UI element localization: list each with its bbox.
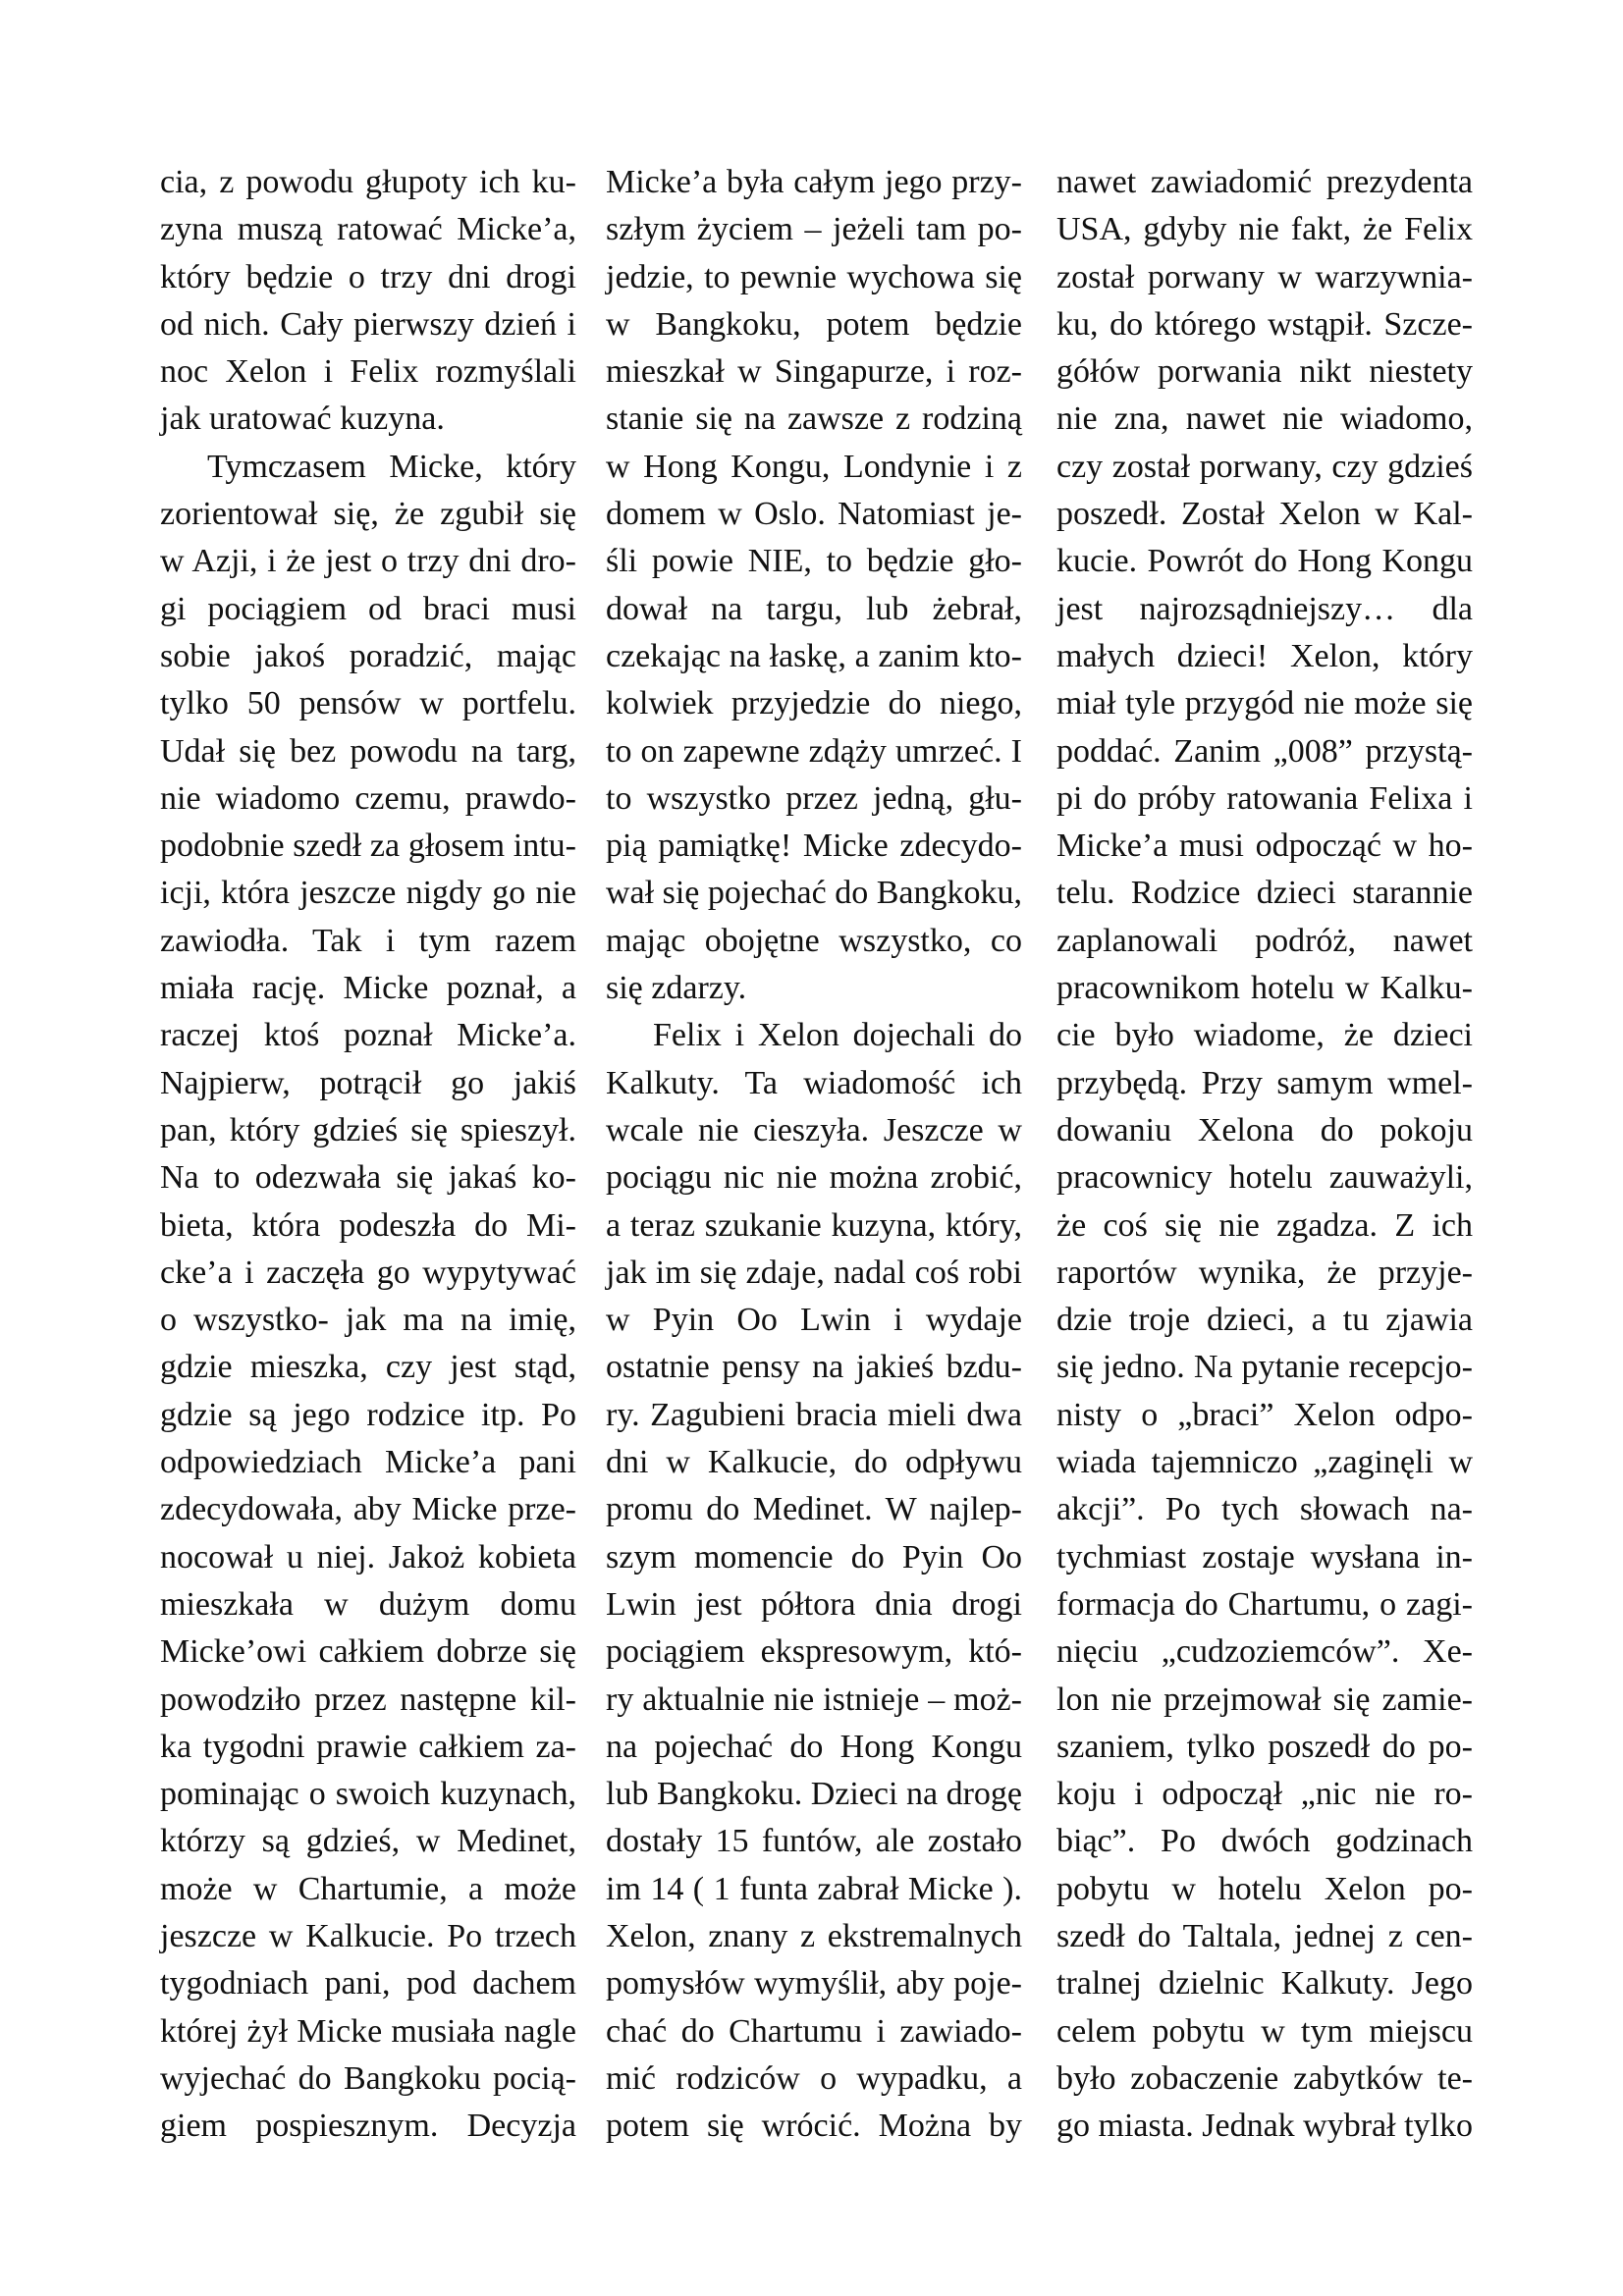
text-line: w Bangkoku, potem będzie [606,305,1022,343]
text-line: domem w Oslo. Natomiast je- [606,496,1022,533]
text-line: czekając na łaskę, a zanim kto- [606,637,1022,674]
text-line: Kalkuty. Ta wiadomość ich [606,1064,1022,1101]
text-line: jest najrozsądniejszy… dla [1056,590,1473,627]
text-line: im 14 ( 1 funta zabrał Micke ). [606,1870,1022,1907]
text-line: podobnie szedł za głosem intu- [160,828,576,865]
text-line: zyna muszą ratować Micke’a, [160,211,576,248]
text-line: lub Bangkoku. Dzieci na drogę [606,1776,1022,1813]
text-line: Micke’a musi odpocząć w ho- [1056,828,1473,865]
text-line: wiada tajemniczo „zaginęli w [1056,1444,1473,1481]
text-line: a teraz szukanie kuzyna, który, [606,1206,1022,1244]
text-line: zdecydowała, aby Micke prze- [160,1491,576,1528]
text-line: że coś się nie zgadza. Z ich [1056,1206,1473,1244]
text-line: jak im się zdaje, nadal coś robi [606,1254,1022,1291]
text-line: miał tyle przygód nie może się [1056,685,1473,722]
text-line: której żył Micke musiała nagle [160,2012,576,2050]
text-line: szedł do Taltala, jednej z cen- [1056,1917,1473,1954]
text-line: USA, gdyby nie fakt, że Felix [1056,211,1473,248]
text-line: sobie jakoś poradzić, mając [160,637,576,674]
text-line: powodziło przez następne kil- [160,1681,576,1718]
text-line: gółów porwania nikt niestety [1056,353,1473,391]
text-line: pią pamiątkę! Micke zdecydo- [606,828,1022,865]
text-line: dni w Kalkucie, do odpływu [606,1444,1022,1481]
text-line: mieszkał w Singapurze, i roz- [606,353,1022,391]
text-line: pobytu w hotelu Xelon po- [1056,1870,1473,1907]
text-line: akcji”. Po tych słowach na- [1056,1491,1473,1528]
text-line: zawiodła. Tak i tym razem [160,922,576,959]
text-line: na pojechać do Hong Kongu [606,1728,1022,1765]
text-line: nięciu „cudzoziemców”. Xe- [1056,1633,1473,1671]
text-line: kolwiek przyjedzie do niego, [606,685,1022,722]
text-line: odpowiedziach Micke’a pani [160,1444,576,1481]
text-line: nocował u niej. Jakoż kobieta [160,1538,576,1575]
text-column-3 [1056,159,1473,2150]
text-line: który będzie o trzy dni drogi [160,258,576,295]
text-line: raportów wynika, że przyje- [1056,1254,1473,1291]
text-line: pracownikom hotelu w Kalku- [1056,970,1473,1007]
text-line: w Pyin Oo Lwin i wydaje [606,1302,1022,1339]
text-line: Felix i Xelon dojechali do [653,1017,1022,1054]
text-line: gi pociągiem od braci musi [160,590,576,627]
text-line: cia, z powodu głupoty ich ku- [160,164,576,200]
text-line: to wszystko przez jedną, głu- [606,779,1022,817]
text-line: jak uratować kuzyna. [160,400,445,438]
text-line: stanie się na zawsze z rodziną [606,400,1022,438]
text-line: nisty o „braci” Xelon odpo- [1056,1396,1473,1433]
text-line: może w Chartumie, a może [160,1870,576,1907]
text-line: poszedł. Został Xelon w Kal- [1056,496,1473,533]
text-line: tylko 50 pensów w portfelu. [160,685,576,722]
text-line: poddać. Zanim „008” przystą- [1056,732,1473,770]
text-line: się zdarzy. [606,970,747,1007]
text-line: tralnej dzielnic Kalkuty. Jego [1056,1965,1473,2002]
text-line: czy został porwany, czy gdzieś [1056,448,1473,485]
text-line: Micke’a była całym jego przy- [606,164,1022,200]
text-line: zorientował się, że zgubił się [160,496,576,533]
text-line: ry. Zagubieni bracia mieli dwa [606,1396,1022,1433]
text-line: dowaniu Xelona do pokoju [1056,1111,1473,1148]
text-line: pan, który gdzieś się spieszył. [160,1111,576,1148]
text-line: jeszcze w Kalkucie. Po trzech [160,1917,576,1954]
text-line: mieszkała w dużym domu [160,1585,576,1623]
text-line: koju i odpoczął „nic nie ro- [1056,1776,1473,1813]
text-line: małych dzieci! Xelon, który [1056,637,1473,674]
text-line: Micke’owi całkiem dobrze się [160,1633,576,1671]
text-line: szym momencie do Pyin Oo [606,1538,1022,1575]
text-line: giem pospiesznym. Decyzja [160,2108,576,2145]
text-line: celem pobytu w tym miejscu [1056,2012,1473,2050]
text-line: ry aktualnie nie istnieje – moż- [606,1681,1022,1718]
text-line: szaniem, tylko poszedł do po- [1056,1728,1473,1765]
text-line: nawet zawiadomić prezydenta [1056,164,1473,200]
text-line: raczej ktoś poznał Micke’a. [160,1017,576,1054]
text-line: przybędą. Przy samym wmel- [1056,1064,1473,1101]
text-line: chać do Chartumu i zawiado- [606,2012,1022,2050]
text-line: mić rodziców o wypadku, a [606,2059,1022,2097]
text-line: pominając o swoich kuzynach, [160,1776,576,1813]
text-line: gdzie mieszka, czy jest stąd, [160,1349,576,1386]
text-line: ostatnie pensy na jakieś bzdu- [606,1349,1022,1386]
text-line: ka tygodni prawie całkiem za- [160,1728,576,1765]
text-line: Tymczasem Micke, który [207,448,576,485]
text-line: się jedno. Na pytanie recepcjo- [1056,1349,1473,1386]
text-line: Lwin jest półtora dnia drogi [606,1585,1022,1623]
text-line: mając obojętne wszystko, co [606,922,1022,959]
text-line: tygodniach pani, pod dachem [160,1965,576,2002]
text-line: w Azji, i że jest o trzy dni dro- [160,543,576,580]
text-line: jedzie, to pewnie wychowa się [606,258,1022,295]
text-line: kucie. Powrót do Hong Kongu [1056,543,1473,580]
text-line: icji, która jeszcze nigdy go nie [160,875,576,912]
text-line: cke’a i zaczęła go wypytywać [160,1254,576,1291]
text-line: lon nie przejmował się zamie- [1056,1681,1473,1718]
text-line: promu do Medinet. W najlep- [606,1491,1022,1528]
text-line: pomysłów wymyślił, aby poje- [606,1965,1022,2002]
text-line: szłym życiem – jeżeli tam po- [606,211,1022,248]
text-line: ku, do którego wstąpił. Szcze- [1056,305,1473,343]
text-line: nie zna, nawet nie wiadomo, [1056,400,1473,438]
text-line: dostały 15 funtów, ale zostało [606,1823,1022,1860]
text-line: miała rację. Micke poznał, a [160,970,576,1007]
text-line: Xelon, znany z ekstremalnych [606,1917,1022,1954]
text-line: wcale nie cieszyła. Jeszcze w [606,1111,1022,1148]
text-line: tychmiast zostaje wysłana in- [1056,1538,1473,1575]
text-line: Najpierw, potrącił go jakiś [160,1064,576,1101]
text-line: którzy są gdzieś, w Medinet, [160,1823,576,1860]
text-line: telu. Rodzice dzieci starannie [1056,875,1473,912]
text-line: o wszystko- jak ma na imię, [160,1302,576,1339]
text-line: potem się wrócić. Można by [606,2108,1022,2145]
text-line: pociągu nic nie można zrobić, [606,1159,1022,1197]
text-line: cie było wiadome, że dzieci [1056,1017,1473,1054]
text-line: w Hong Kongu, Londynie i z [606,448,1022,485]
text-line: pociągiem ekspresowym, któ- [606,1633,1022,1671]
text-line: pracownicy hotelu zauważyli, [1056,1159,1473,1197]
text-line: Na to odezwała się jakaś ko- [160,1159,576,1197]
text-line: nie wiadomo czemu, prawdo- [160,779,576,817]
text-line: noc Xelon i Felix rozmyślali [160,353,576,391]
text-line: bieta, która podeszła do Mi- [160,1206,576,1244]
text-line: wał się pojechać do Bangkoku, [606,875,1022,912]
text-line: pi do próby ratowania Felixa i [1056,779,1473,817]
text-line: śli powie NIE, to będzie gło- [606,543,1022,580]
text-column-1 [160,159,576,2150]
text-line: Udał się bez powodu na targ, [160,732,576,770]
text-line: został porwany w warzywnia- [1056,258,1473,295]
text-line: od nich. Cały pierwszy dzień i [160,305,576,343]
text-line: formacja do Chartumu, o zagi- [1056,1585,1473,1623]
text-line: gdzie są jego rodzice itp. Po [160,1396,576,1433]
text-line: dzie troje dzieci, a tu zjawia [1056,1302,1473,1339]
text-line: dował na targu, lub żebrał, [606,590,1022,627]
text-line: zaplanowali podróż, nawet [1056,922,1473,959]
text-line: wyjechać do Bangkoku pocią- [160,2059,576,2097]
text-line: to on zapewne zdąży umrzeć. I [606,732,1022,770]
text-line: biąc”. Po dwóch godzinach [1056,1823,1473,1860]
text-line: było zobaczenie zabytków te- [1056,2059,1473,2097]
text-line: go miasta. Jednak wybrał tylko [1056,2108,1473,2145]
text-column-2 [606,159,1022,2150]
